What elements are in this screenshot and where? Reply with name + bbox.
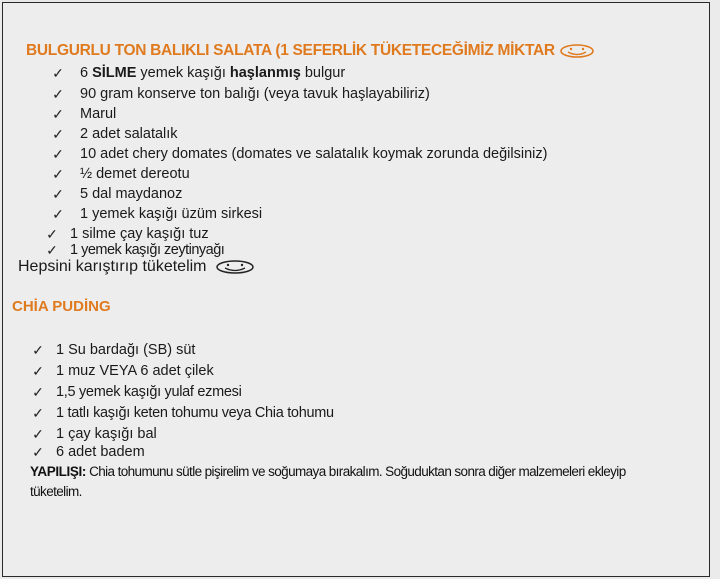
salad-title-text: BULGURLU TON BALIKLI SALATA (1 SEFERLİK TÜKETECEĞİMİZ MİKTAR bbox=[26, 42, 555, 59]
check-icon: ✓ bbox=[46, 242, 58, 258]
method-label: YAPILIŞI: bbox=[30, 464, 86, 479]
check-icon: ✓ bbox=[52, 166, 64, 182]
list-item: 1,5 yemek kaşığı yulaf ezmesi bbox=[56, 384, 242, 400]
check-icon: ✓ bbox=[52, 65, 64, 81]
check-icon: ✓ bbox=[52, 206, 64, 222]
item-strong: haşlanmış bbox=[229, 65, 301, 81]
chia-method bbox=[30, 462, 680, 502]
list-item: 1 silme çay kaşığı tuz bbox=[70, 226, 209, 242]
list-item: 90 gram konserve ton balığı (veya tavuk haşlayabiliriz) bbox=[80, 86, 430, 102]
smiley-icon bbox=[559, 44, 595, 58]
check-icon: ✓ bbox=[52, 106, 64, 122]
method-text: Chia tohumunu sütle pişirelim ve soğumaya bırakalım. Soğuduktan sonra diğer malzemeleri ekleyip tüketelim. bbox=[30, 464, 626, 499]
list-item bbox=[80, 65, 345, 81]
list-item: 2 adet salatalık bbox=[80, 126, 178, 142]
check-icon: ✓ bbox=[32, 363, 44, 379]
list-item: 10 adet chery domates (domates ve salatalık koymak zorunda değilsiniz) bbox=[80, 146, 548, 162]
check-icon: ✓ bbox=[32, 426, 44, 442]
salad-summary bbox=[18, 258, 255, 276]
chia-title: CHİA PUDİNG bbox=[12, 298, 111, 315]
list-item: 1 muz VEYA 6 adet çilek bbox=[56, 363, 214, 379]
check-icon: ✓ bbox=[52, 86, 64, 102]
list-item: 6 adet badem bbox=[56, 444, 145, 460]
summary-text: Hepsini karıştırıp tüketelim bbox=[18, 258, 207, 275]
smiley-icon bbox=[215, 260, 255, 274]
check-icon: ✓ bbox=[32, 444, 44, 460]
item-text: 6 bbox=[80, 65, 93, 81]
item-text: bulgur bbox=[300, 65, 346, 81]
list-item: Marul bbox=[80, 106, 117, 122]
list-item: 5 dal maydanoz bbox=[80, 186, 183, 202]
check-icon: ✓ bbox=[46, 226, 58, 242]
list-item: 1 Su bardağı (SB) süt bbox=[56, 342, 196, 358]
salad-title bbox=[26, 42, 595, 60]
list-item: 1 yemek kaşığı zeytinyağı bbox=[70, 242, 225, 258]
list-item: ½ demet dereotu bbox=[80, 166, 190, 182]
list-item: 1 çay kaşığı bal bbox=[56, 426, 157, 442]
check-icon: ✓ bbox=[32, 384, 44, 400]
check-icon: ✓ bbox=[32, 342, 44, 358]
list-item: 1 yemek kaşığı üzüm sirkesi bbox=[80, 206, 263, 222]
list-item: 1 tatlı kaşığı keten tohumu veya Chia tohumu bbox=[56, 405, 334, 421]
item-strong: SİLME bbox=[92, 65, 137, 81]
check-icon: ✓ bbox=[52, 146, 64, 162]
item-text: yemek kaşığı bbox=[136, 65, 230, 81]
check-icon: ✓ bbox=[52, 186, 64, 202]
check-icon: ✓ bbox=[32, 405, 44, 421]
check-icon: ✓ bbox=[52, 126, 64, 142]
